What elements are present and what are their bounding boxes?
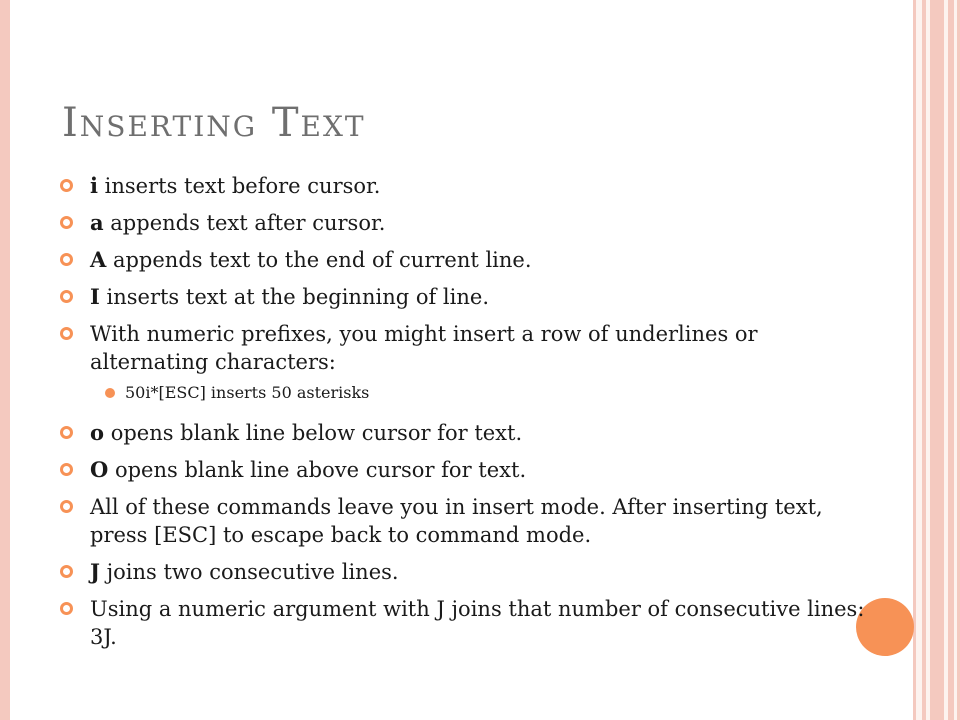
bullet-ring-icon	[60, 463, 73, 476]
bullet-text: inserts text before cursor.	[97, 174, 381, 198]
decorative-stripe	[948, 0, 954, 720]
bullet-item	[60, 320, 880, 376]
command-key: J	[90, 559, 100, 584]
command-key: a	[90, 210, 104, 235]
bullet-ring-icon	[60, 602, 73, 615]
bullet-ring-icon	[60, 216, 73, 229]
bullet-ring-icon	[60, 327, 73, 340]
bullet-text: With numeric prefixes, you might insert a row of underlines or alternating characters:	[90, 322, 758, 374]
bullet-text: appends text to the end of current line.	[106, 248, 532, 272]
bullet-ring-icon	[60, 500, 73, 513]
bullet-item	[60, 172, 880, 200]
command-key: A	[90, 247, 107, 272]
bullet-text: appends text after cursor.	[103, 211, 386, 235]
bullet-item	[60, 493, 880, 549]
bullet-text: inserts text at the beginning of line.	[99, 285, 489, 309]
decorative-stripe	[930, 0, 944, 720]
sub-bullet-text: 50i*[ESC] inserts 50 asterisks	[125, 383, 370, 402]
decorative-stripe	[922, 0, 926, 720]
bullet-list	[60, 172, 880, 660]
bullet-ring-icon	[60, 179, 73, 192]
bullet-ring-icon	[60, 253, 73, 266]
bullet-ring-icon	[60, 565, 73, 578]
command-key: I	[90, 284, 100, 309]
bullet-text: All of these commands leave you in insert mode. After inserting text, press [ESC] to escape back to command mode.	[90, 495, 823, 547]
bullet-item	[60, 209, 880, 237]
bullet-item	[60, 595, 880, 651]
command-key: o	[90, 420, 105, 445]
bullet-text: Using a numeric argument with J joins that number of consecutive lines: 3J.	[90, 597, 865, 649]
sub-bullet-item	[60, 383, 880, 403]
bullet-text: opens blank line above cursor for text.	[108, 458, 527, 482]
bullet-text: opens blank line below cursor for text.	[104, 421, 523, 445]
bullet-ring-icon	[60, 426, 73, 439]
bullet-item	[60, 558, 880, 586]
slide-title: Inserting Text	[62, 100, 366, 146]
bullet-item	[60, 246, 880, 274]
bullet-item	[60, 456, 880, 484]
bullet-dot-icon	[105, 388, 115, 398]
bullet-ring-icon	[60, 290, 73, 303]
bullet-item	[60, 419, 880, 447]
bullet-text: joins two consecutive lines.	[99, 560, 399, 584]
command-key: O	[90, 457, 109, 482]
command-key: i	[90, 173, 98, 198]
bullet-item	[60, 283, 880, 311]
